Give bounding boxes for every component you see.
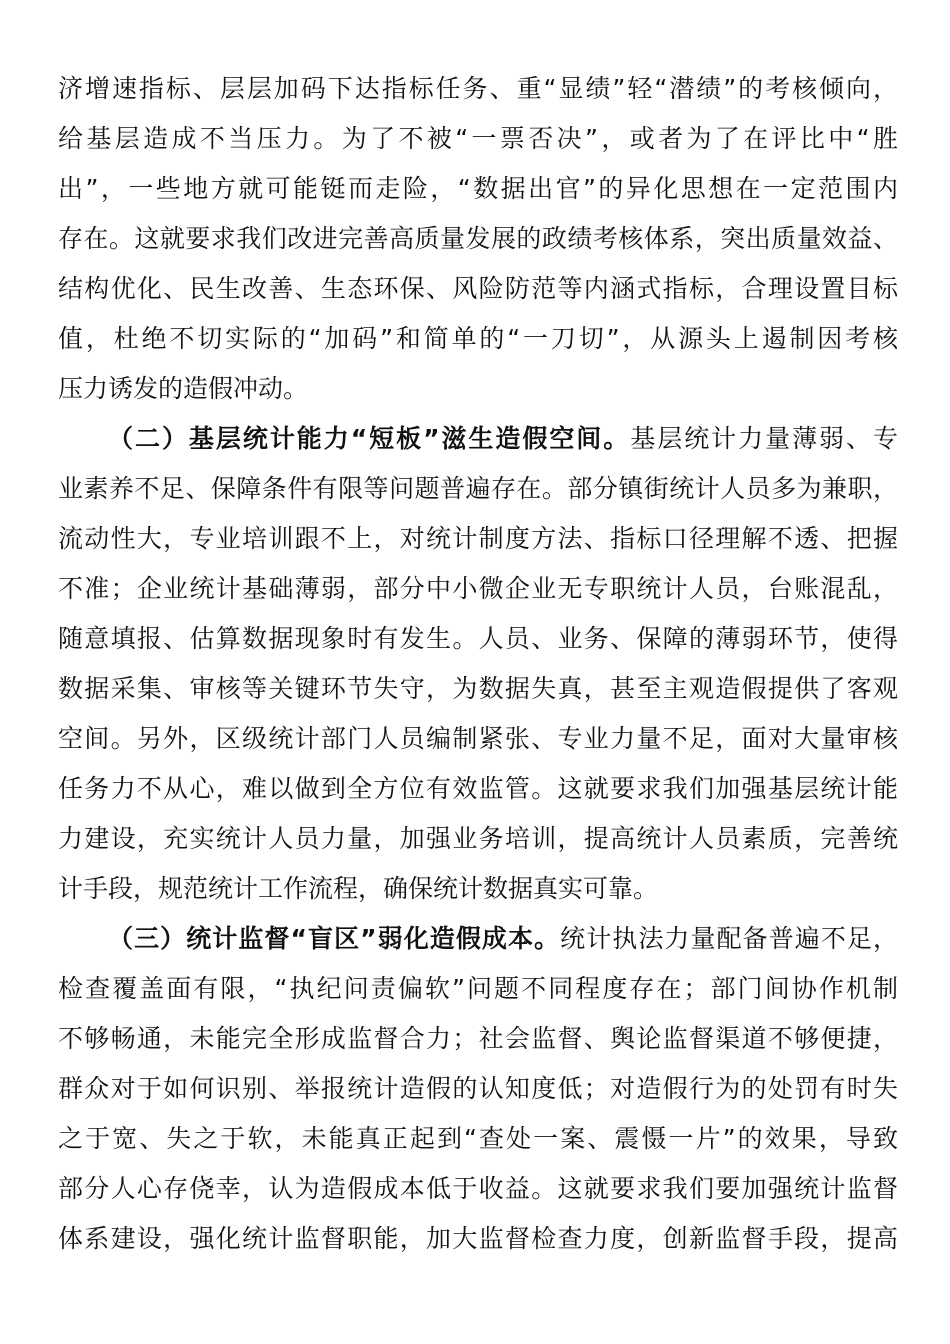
section-2-first-line <box>108 414 898 464</box>
paragraph-line: 检查覆盖面有限，“执纪问责偏软”问题不同程度存在；部门间协作机制 <box>58 974 898 1003</box>
section-2-heading: （二）基层统计能力“短板”滋生造假空间。 <box>108 424 631 453</box>
paragraph-line: 不准；企业统计基础薄弱，部分中小微企业无专职统计人员，台账混乱， <box>58 574 898 603</box>
section-3-first-line <box>108 914 898 964</box>
paragraph-line: 值，杜绝不切实际的“加码”和简单的“一刀切”，从源头上遏制因考核 <box>58 324 898 353</box>
paragraph-line: 不够畅通，未能完全形成监督合力；社会监督、舆论监督渠道不够便捷， <box>58 1024 898 1053</box>
paragraph-line: 任务力不从心，难以做到全方位有效监管。这就要求我们加强基层统计能 <box>58 774 898 803</box>
paragraph-line: 随意填报、估算数据现象时有发生。人员、业务、保障的薄弱环节，使得 <box>58 624 898 653</box>
paragraph-line: 存在。这就要求我们改进完善高质量发展的政绩考核体系，突出质量效益、 <box>58 224 898 253</box>
paragraph-line: 空间。另外，区级统计部门人员编制紧张、专业力量不足，面对大量审核 <box>58 724 898 753</box>
paragraph-line: 流动性大，专业培训跟不上，对统计制度方法、指标口径理解不透、把握 <box>58 524 898 553</box>
section-3-text: 统计执法力量配备普遍不足， <box>560 924 898 953</box>
section-2-text: 基层统计力量薄弱、专 <box>630 424 898 453</box>
section-3-heading: （三）统计监督“盲区”弱化造假成本。 <box>108 924 561 953</box>
paragraph-line: 出”，一些地方就可能铤而走险，“数据出官”的异化思想在一定范围内 <box>58 174 898 203</box>
paragraph-line: 给基层造成不当压力。为了不被“一票否决”，或者为了在评比中“胜 <box>58 124 898 153</box>
paragraph-line: 数据采集、审核等关键环节失守，为数据失真，甚至主观造假提供了客观 <box>58 674 898 703</box>
paragraph-line: 群众对于如何识别、举报统计造假的认知度低；对造假行为的处罚有时失 <box>58 1074 898 1103</box>
paragraph-line: 计手段，规范统计工作流程，确保统计数据真实可靠。 <box>58 874 659 903</box>
paragraph-line: 结构优化、民生改善、生态环保、风险防范等内涵式指标，合理设置目标 <box>58 274 898 303</box>
paragraph-line: 体系建设，强化统计监督职能，加大监督检查力度，创新监督手段，提高 <box>58 1224 898 1253</box>
paragraph-line: 部分人心存侥幸，认为造假成本低于收益。这就要求我们要加强统计监督 <box>58 1174 898 1203</box>
paragraph-line: 力建设，充实统计人员力量，加强业务培训，提高统计人员素质，完善统 <box>58 824 898 853</box>
paragraph-line: 业素养不足、保障条件有限等问题普遍存在。部分镇街统计人员多为兼职， <box>58 474 898 503</box>
paragraph-line: 济增速指标、层层加码下达指标任务、重“显绩”轻“潜绩”的考核倾向， <box>58 74 898 103</box>
paragraph-line: 之于宽、失之于软，未能真正起到“查处一案、震慑一片”的效果，导致 <box>58 1124 898 1153</box>
paragraph-line: 压力诱发的造假冲动。 <box>58 374 309 403</box>
